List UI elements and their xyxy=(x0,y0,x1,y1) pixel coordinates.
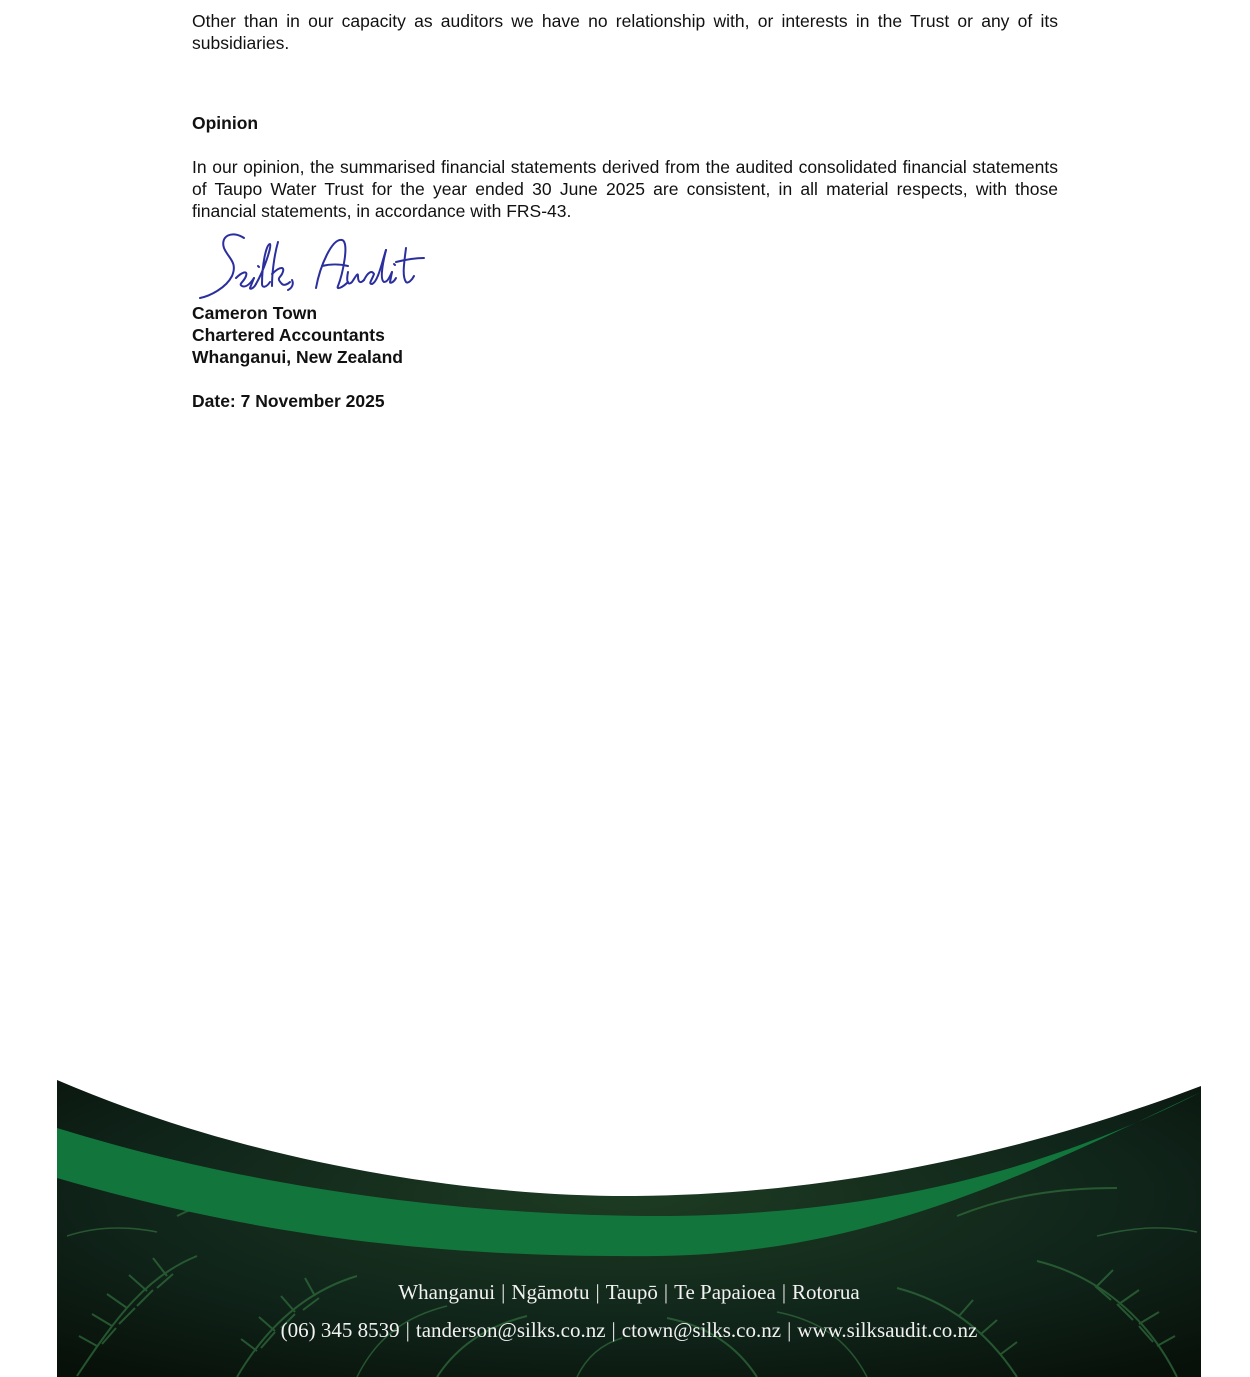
location-rotorua: Rotorua xyxy=(792,1280,860,1304)
separator: | xyxy=(405,1318,410,1342)
contact-details xyxy=(57,1318,1201,1343)
signatory-title: Chartered Accountants xyxy=(192,325,385,345)
phone-number: (06) 345 8539 xyxy=(280,1318,400,1342)
signature-image xyxy=(192,226,442,304)
email-tanderson: tanderson@silks.co.nz xyxy=(415,1318,606,1342)
separator: | xyxy=(663,1280,669,1304)
separator: | xyxy=(787,1318,792,1342)
opinion-heading: Opinion xyxy=(192,113,259,133)
location-te-papaioea: Te Papaioea xyxy=(674,1280,776,1304)
separator: | xyxy=(781,1280,787,1304)
office-locations xyxy=(57,1280,1201,1305)
separator: | xyxy=(501,1280,506,1304)
location-taupo: Taupō xyxy=(605,1280,658,1304)
separator: | xyxy=(611,1318,616,1342)
separator: | xyxy=(595,1280,600,1304)
independence-paragraph: Other than in our capacity as auditors we have no relationship with, or interests in the Trust or any of its subsidiaries. xyxy=(192,11,1058,53)
email-ctown: ctown@silks.co.nz xyxy=(621,1318,782,1342)
location-whanganui: Whanganui xyxy=(398,1280,496,1304)
signatory-name: Cameron Town xyxy=(192,303,318,323)
letterhead-footer xyxy=(57,1076,1201,1377)
signature-date: Date: 7 November 2025 xyxy=(192,391,385,411)
signatory-block xyxy=(192,302,403,368)
website-link: www.silksaudit.co.nz xyxy=(797,1318,978,1342)
signatory-location: Whanganui, New Zealand xyxy=(192,347,403,367)
location-ngamotu: Ngāmotu xyxy=(511,1280,590,1304)
opinion-paragraph: In our opinion, the summarised financial statements derived from the audited consolidated financial statements of Taupo Water Trust for the year ended 30 June 2025 are consistent, in all material respects, with those financial statements, in accordance with FRS-43. xyxy=(192,157,1058,221)
